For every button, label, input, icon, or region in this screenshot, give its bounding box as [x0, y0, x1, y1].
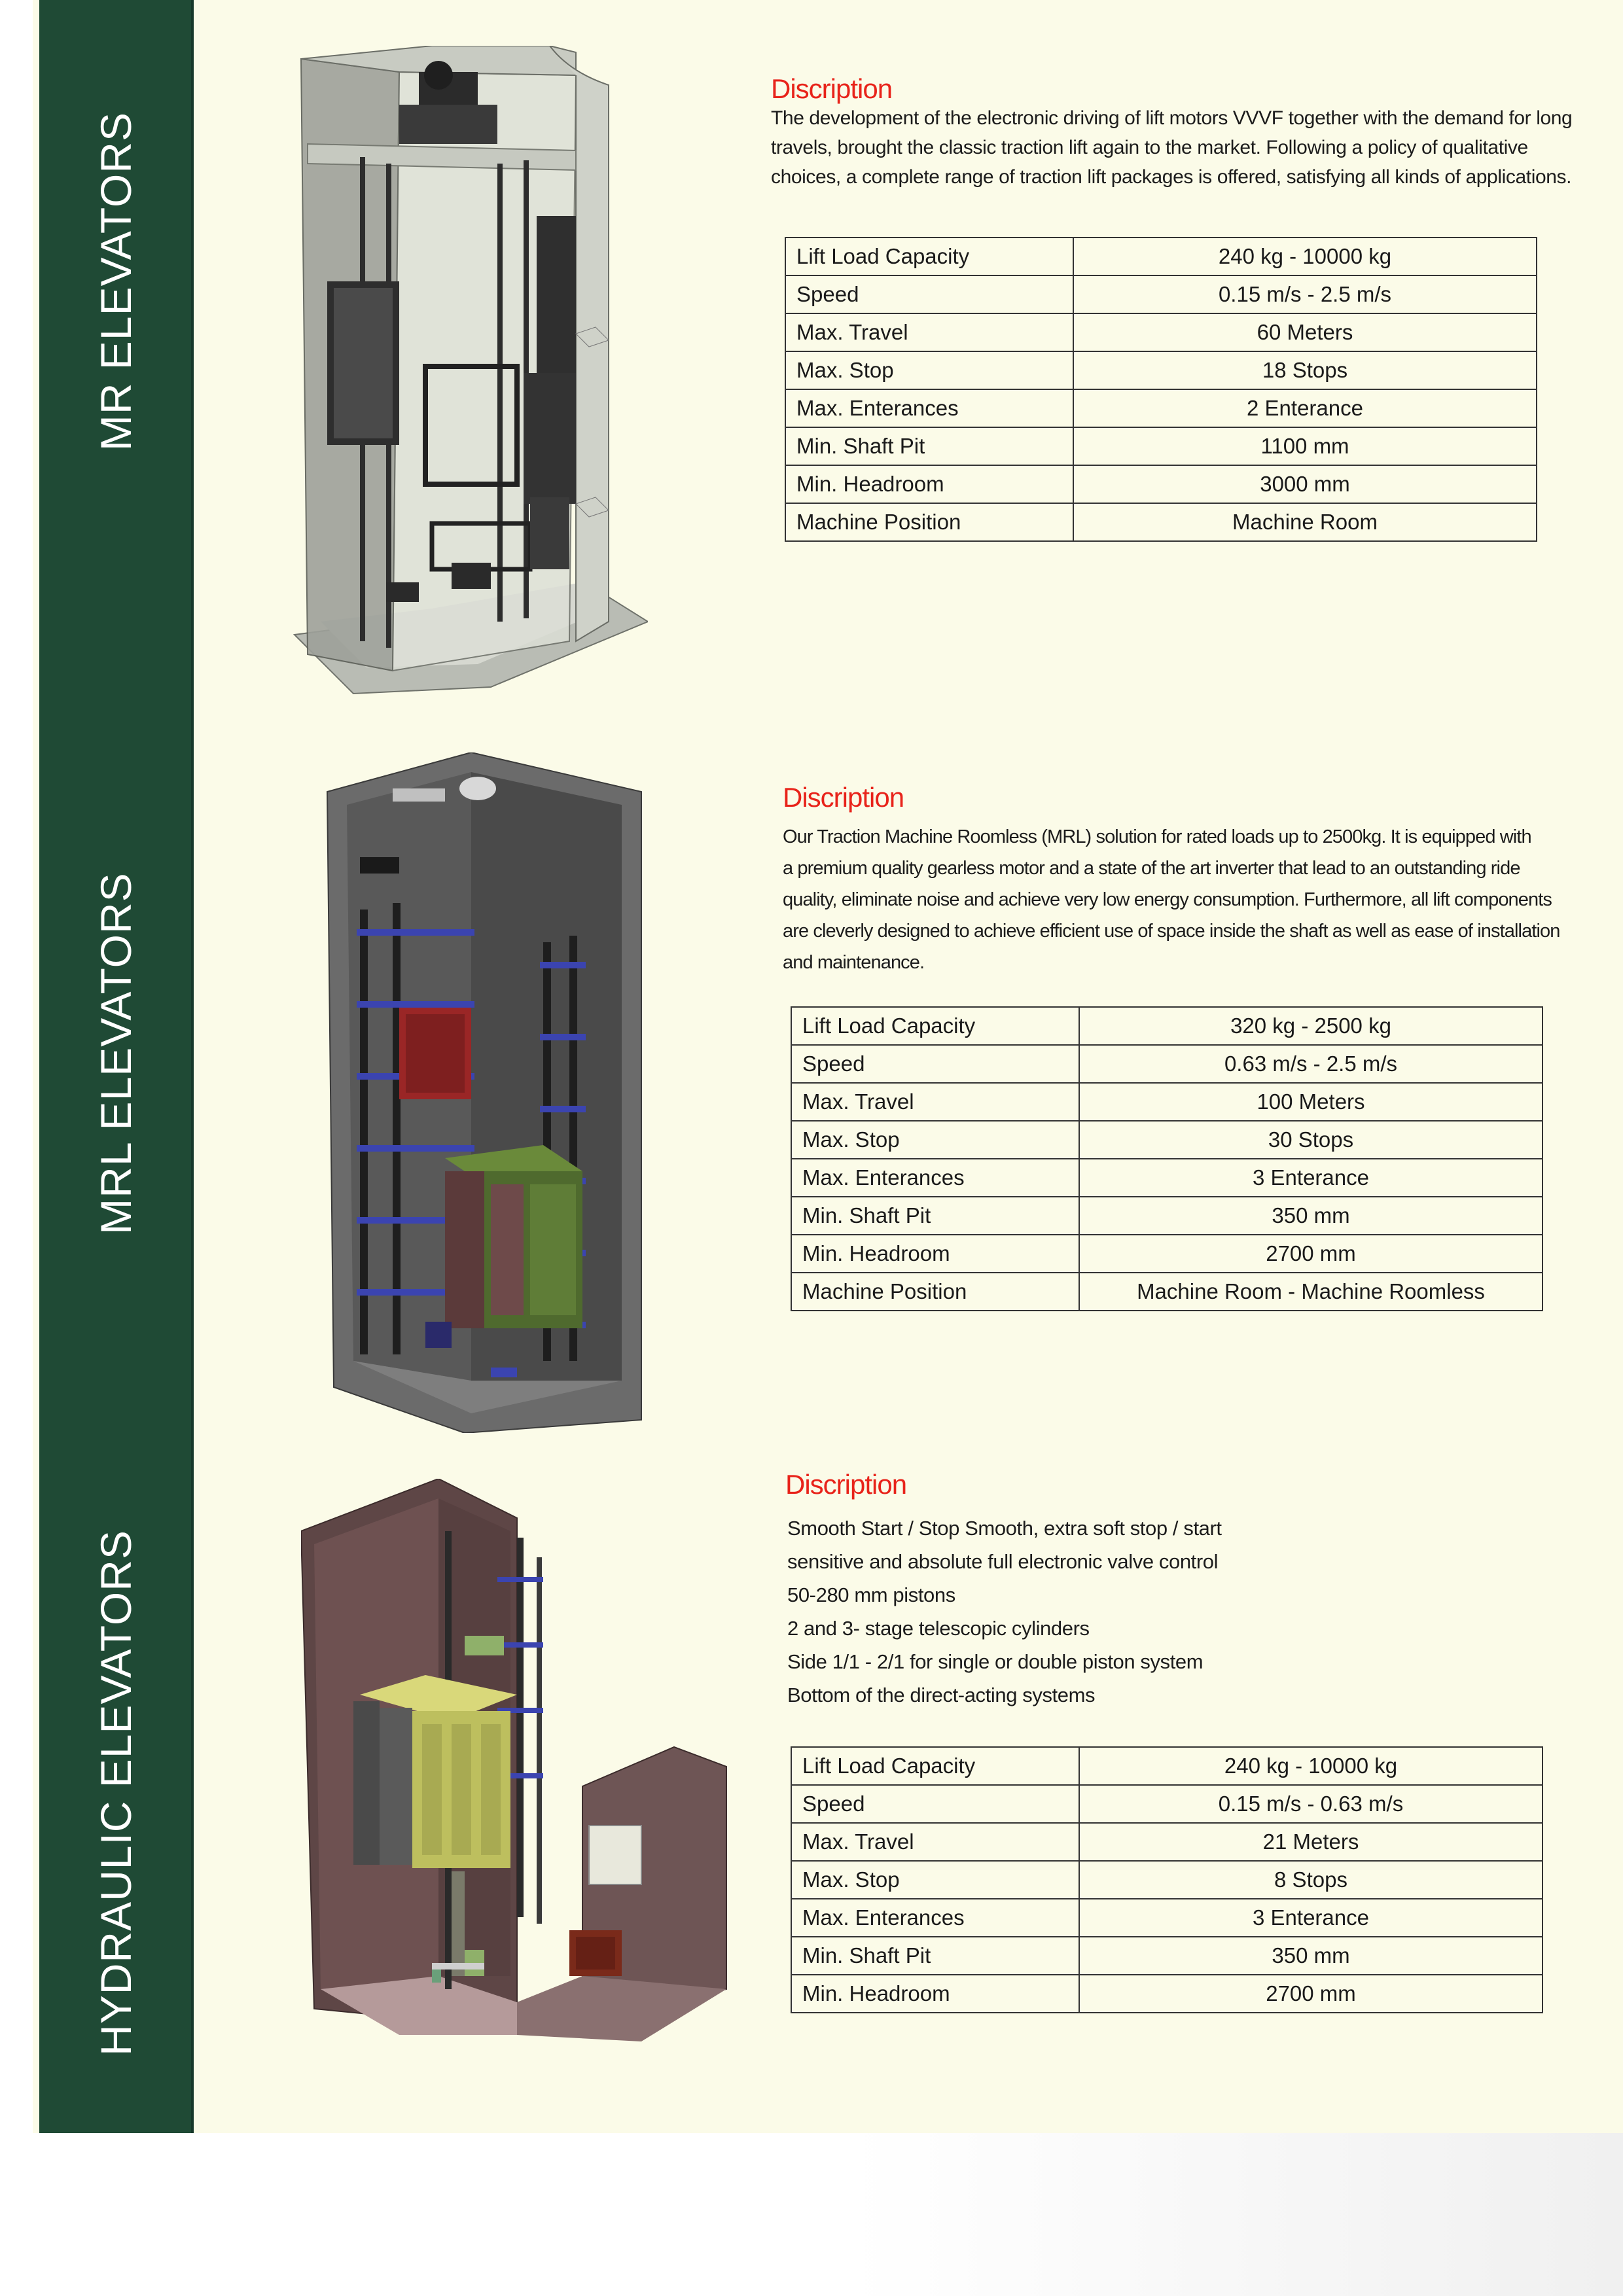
desc-line: and maintenance.: [783, 952, 925, 973]
spec-value: 30 Stops: [1079, 1121, 1543, 1159]
desc-line: 2 and 3- stage telescopic cylinders: [787, 1617, 1090, 1640]
spec-value: 100 Meters: [1079, 1083, 1543, 1121]
section1-description: [771, 103, 1572, 192]
spec-label: Max. Travel: [791, 1083, 1079, 1121]
table-row: [791, 1159, 1543, 1197]
table-row: [791, 1083, 1543, 1121]
spec-label: Min. Shaft Pit: [791, 1937, 1079, 1975]
table-row: [791, 1121, 1543, 1159]
table-row: [791, 1007, 1543, 1045]
spec-label: Min. Headroom: [791, 1975, 1079, 2013]
table-row: [791, 1823, 1543, 1861]
spec-label: Min. Headroom: [785, 465, 1073, 503]
spec-value: 1100 mm: [1073, 427, 1537, 465]
spec-label: Max. Travel: [785, 313, 1073, 351]
side-label-hydraulic: HYDRAULIC ELEVATORS: [92, 1530, 140, 2056]
spec-value: 2 Enterance: [1073, 389, 1537, 427]
spec-value: 0.15 m/s - 0.63 m/s: [1079, 1785, 1543, 1823]
desc-line: choices, a complete range of traction lift packages is offered, satisfying all kinds of applications.: [771, 166, 1572, 188]
spec-value: 0.15 m/s - 2.5 m/s: [1073, 275, 1537, 313]
desc-line: travels, brought the classic traction lift again to the market. Following a policy of qualitative: [771, 137, 1528, 158]
table-row: [785, 351, 1537, 389]
desc-line: Smooth Start / Stop Smooth, extra soft stop / start: [787, 1517, 1222, 1540]
spec-value: Machine Room: [1073, 503, 1537, 541]
spec-label: Max. Travel: [791, 1823, 1079, 1861]
spec-value: 0.63 m/s - 2.5 m/s: [1079, 1045, 1543, 1083]
mrl-spec-table: [791, 1006, 1543, 1311]
table-row: [791, 1975, 1543, 2013]
mrl-elevator-illustration: [321, 752, 654, 1433]
table-row: [791, 1747, 1543, 1785]
spec-value: 18 Stops: [1073, 351, 1537, 389]
spec-label: Machine Position: [785, 503, 1073, 541]
desc-line: a premium quality gearless motor and a state of the art inverter that lead to an outstanding ride: [783, 858, 1520, 879]
spec-label: Lift Load Capacity: [785, 238, 1073, 275]
desc-line: Our Traction Machine Roomless (MRL) solution for rated loads up to 2500kg. It is equipped with: [783, 826, 1531, 847]
scan-margin: [851, 2133, 1623, 2296]
section3-title: Discription: [785, 1469, 907, 1500]
section3-description: [787, 1511, 1222, 1712]
spec-label: Speed: [785, 275, 1073, 313]
desc-line: sensitive and absolute full electronic valve control: [787, 1550, 1219, 1573]
spec-label: Speed: [791, 1045, 1079, 1083]
desc-line: 50-280 mm pistons: [787, 1583, 955, 1606]
table-row: [785, 503, 1537, 541]
desc-line: quality, eliminate noise and achieve very low energy consumption. Furthermore, all lift components: [783, 889, 1552, 910]
spec-value: 350 mm: [1079, 1937, 1543, 1975]
section1-title: Discription: [771, 73, 893, 104]
table-row: [785, 313, 1537, 351]
spec-value: 3000 mm: [1073, 465, 1537, 503]
table-row: [791, 1861, 1543, 1899]
mr-elevator-illustration: [281, 46, 648, 700]
side-label-mr: MR ELEVATORS: [92, 111, 140, 451]
table-row: [791, 1937, 1543, 1975]
sidebar-edge: [191, 0, 194, 2133]
table-row: [791, 1197, 1543, 1235]
side-label-mrl: MRL ELEVATORS: [92, 872, 140, 1235]
table-row: [791, 1273, 1543, 1311]
spec-label: Min. Headroom: [791, 1235, 1079, 1273]
spec-value: 2700 mm: [1079, 1975, 1543, 2013]
spec-value: 320 kg - 2500 kg: [1079, 1007, 1543, 1045]
spec-value: 8 Stops: [1079, 1861, 1543, 1899]
spec-label: Max. Enterances: [791, 1899, 1079, 1937]
spec-value: 60 Meters: [1073, 313, 1537, 351]
table-row: [785, 238, 1537, 275]
spec-value: 350 mm: [1079, 1197, 1543, 1235]
desc-line: The development of the electronic driving of lift motors VVVF together with the demand for long: [771, 107, 1573, 129]
spec-value: 3 Enterance: [1079, 1159, 1543, 1197]
spec-value: 240 kg - 10000 kg: [1073, 238, 1537, 275]
table-row: [785, 275, 1537, 313]
spec-value: Machine Room - Machine Roomless: [1079, 1273, 1543, 1311]
table-row: [791, 1045, 1543, 1083]
spec-label: Min. Shaft Pit: [785, 427, 1073, 465]
spec-label: Min. Shaft Pit: [791, 1197, 1079, 1235]
spec-label: Max. Stop: [791, 1861, 1079, 1899]
spec-label: Max. Enterances: [791, 1159, 1079, 1197]
spec-value: 21 Meters: [1079, 1823, 1543, 1861]
mr-spec-table: [785, 237, 1537, 542]
table-row: [785, 427, 1537, 465]
hydraulic-spec-table: [791, 1746, 1543, 2013]
spec-label: Machine Position: [791, 1273, 1079, 1311]
table-row: [785, 389, 1537, 427]
desc-line: Bottom of the direct-acting systems: [787, 1684, 1096, 1706]
spec-value: 240 kg - 10000 kg: [1079, 1747, 1543, 1785]
hydraulic-elevator-illustration: [301, 1479, 733, 2048]
spec-label: Lift Load Capacity: [791, 1007, 1079, 1045]
table-row: [785, 465, 1537, 503]
spec-label: Max. Stop: [785, 351, 1073, 389]
table-row: [791, 1899, 1543, 1937]
desc-line: are cleverly designed to achieve efficient use of space inside the shaft as well as ease of installation: [783, 921, 1560, 942]
spec-label: Speed: [791, 1785, 1079, 1823]
spec-value: 2700 mm: [1079, 1235, 1543, 1273]
spec-label: Max. Enterances: [785, 389, 1073, 427]
desc-line: Side 1/1 - 2/1 for single or double piston system: [787, 1650, 1204, 1673]
section2-title: Discription: [783, 782, 904, 813]
table-row: [791, 1235, 1543, 1273]
spec-label: Max. Stop: [791, 1121, 1079, 1159]
section2-description: [783, 821, 1560, 978]
spec-value: 3 Enterance: [1079, 1899, 1543, 1937]
spec-label: Lift Load Capacity: [791, 1747, 1079, 1785]
table-row: [791, 1785, 1543, 1823]
